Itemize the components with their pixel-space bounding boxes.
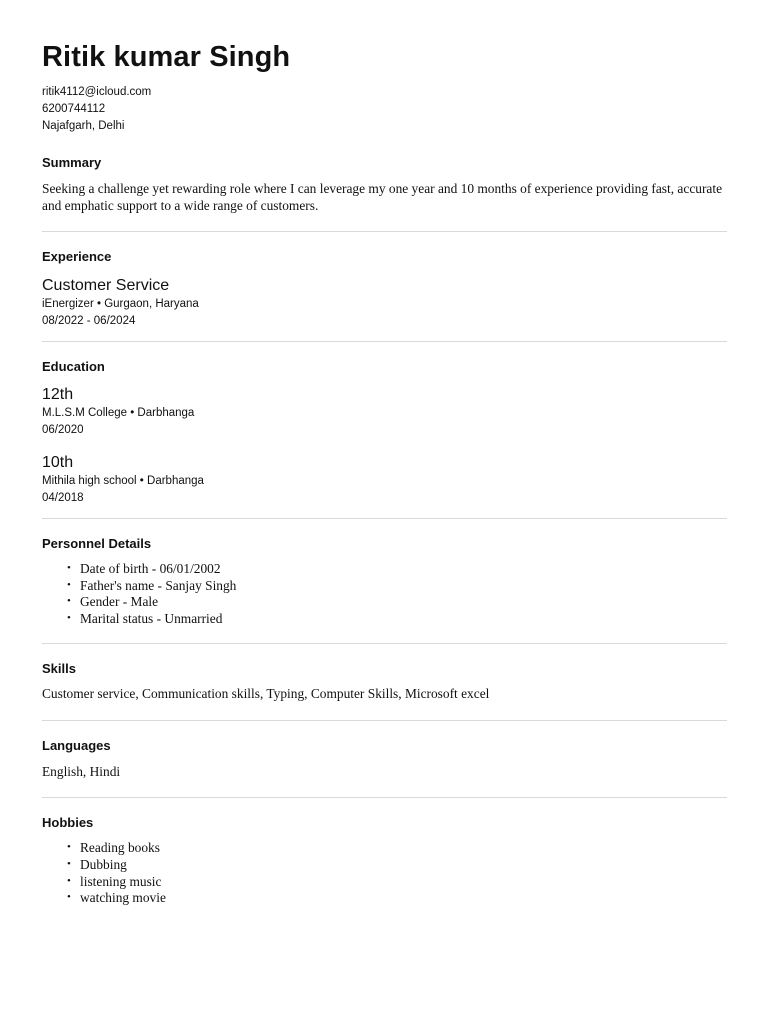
experience-role: Customer Service xyxy=(42,277,170,294)
education-entry xyxy=(42,385,727,439)
summary-heading: Summary xyxy=(42,155,102,170)
candidate-name: Ritik kumar Singh xyxy=(42,41,291,73)
list-item: • listening music xyxy=(80,873,727,890)
education-degree: 10th xyxy=(42,454,74,471)
languages-heading: Languages xyxy=(42,738,111,754)
list-item: • Reading books xyxy=(80,839,727,856)
personal-heading: Personnel Details xyxy=(42,536,152,551)
education-school: M.L.S.M College • Darbhanga xyxy=(42,407,195,419)
personal-list xyxy=(42,560,727,626)
contact-location: Najafgarh, Delhi xyxy=(42,120,125,132)
list-item: • watching movie xyxy=(80,889,727,906)
hobbies-list xyxy=(42,839,727,905)
skills-heading: Skills xyxy=(42,661,76,677)
education-date: 04/2018 xyxy=(42,492,84,504)
education-entry xyxy=(42,453,727,507)
languages-text: English, Hindi xyxy=(42,764,121,780)
education-heading: Education xyxy=(42,359,105,374)
list-item: • Dubbing xyxy=(80,856,727,873)
contact-email: ritik4112@icloud.com xyxy=(42,86,152,98)
list-item: • Marital status - Unmarried xyxy=(80,610,727,627)
contact-info xyxy=(42,84,727,135)
education-school: Mithila high school • Darbhanga xyxy=(42,475,204,487)
education-date: 06/2020 xyxy=(42,424,84,436)
hobbies-heading: Hobbies xyxy=(42,815,94,831)
resume-page xyxy=(42,38,727,906)
experience-org: iEnergizer • Gurgaon, Haryana xyxy=(42,298,199,310)
skills-text: Customer service, Communication skills, Typing, Computer Skills, Microsoft excel xyxy=(42,686,490,702)
experience-heading: Experience xyxy=(42,249,112,264)
experience-dates: 08/2022 - 06/2024 xyxy=(42,315,136,327)
education-degree: 12th xyxy=(42,386,74,403)
summary-text: Seeking a challenge yet rewarding role where I can leverage my one year and 10 months of experience providing fast, accurate and emphatic support to a wide range of customers. xyxy=(42,181,723,213)
contact-phone: 6200744112 xyxy=(42,103,106,115)
list-item: • Gender - Male xyxy=(80,593,727,610)
list-item: • Father's name - Sanjay Singh xyxy=(80,577,727,594)
list-item: • Date of birth - 06/01/2002 xyxy=(80,560,727,577)
experience-entry xyxy=(42,276,727,330)
